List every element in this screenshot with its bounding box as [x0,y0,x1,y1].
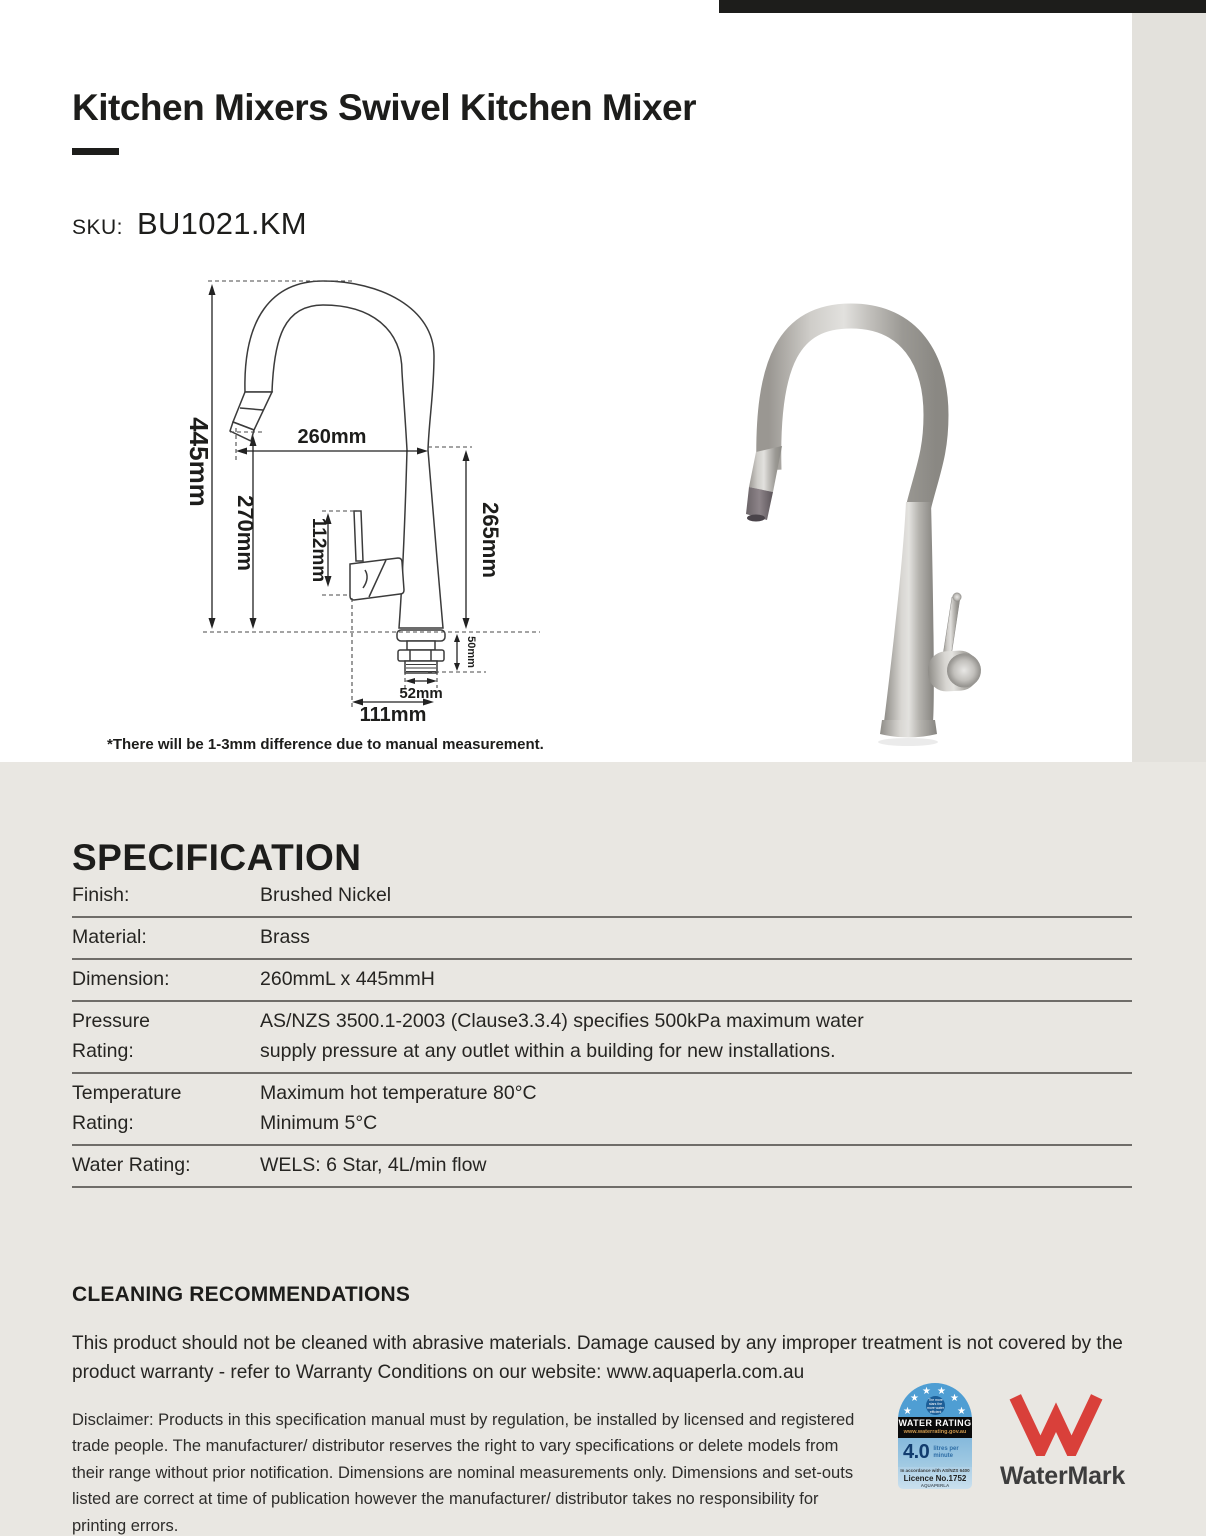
spray-head [749,446,782,492]
wels-rating-label [898,1383,972,1489]
title-underline-dash [72,148,119,155]
dim-reach: 260mm [298,426,367,448]
spray-nozzle [747,515,765,522]
faucet-body [884,502,934,722]
row-label: Rating: [72,1036,260,1066]
wels-band-title: WATER RATING [898,1417,972,1429]
row-value: 260mmL x 445mmH [260,964,1132,994]
handle-lever [943,597,960,657]
row-label: Dimension: [72,964,260,994]
watermark-label: WaterMark [1000,1462,1112,1491]
row-value: supply pressure at any outlet within a building for new installations. [260,1036,1132,1066]
row-value: Maximum hot temperature 80°C [260,1078,1132,1108]
right-margin-strip [1132,13,1206,762]
dim-base-height: 50mm [465,636,477,668]
row-value: Minimum 5°C [260,1108,1132,1138]
row-label: Material: [72,922,260,952]
table-row [72,1074,1132,1146]
row-label: Rating: [72,1108,260,1138]
row-value: Brass [260,922,1132,952]
wels-value-area [898,1438,972,1467]
star-icon: ★ [910,1394,919,1404]
wels-band [898,1417,972,1438]
wels-footer [898,1467,972,1489]
dim-base-depth: 111mm [360,704,427,726]
wels-band-url: www.waterrating.gov.au [898,1429,972,1435]
watermark-w-icon [1002,1392,1110,1456]
wels-licence: Licence No.1752 [898,1474,972,1483]
table-row [72,960,1132,1002]
table-row [72,1146,1132,1188]
table-row [72,876,1132,918]
top-accent-bar [719,0,1206,13]
specification-heading: SPECIFICATION [72,837,362,879]
star-icon: ★ [922,1387,931,1397]
star-icon: ★ [957,1407,966,1417]
dim-base-width: 52mm [399,685,442,702]
specification-table [72,876,1132,1188]
wels-unit: litres per minute [933,1446,961,1460]
star-icon: ★ [950,1394,959,1404]
sku-label: SKU: [72,216,123,240]
faucet-base [880,720,937,738]
table-row [72,918,1132,960]
dim-spout-height: 270mm [233,495,258,571]
faucet-shadow [878,738,938,746]
row-label: Water Rating: [72,1150,260,1180]
wels-brand: AQUAPERLA [898,1483,972,1489]
cleaning-heading: CLEANING RECOMMENDATIONS [72,1283,410,1307]
disclaimer-text: Disclaimer: Products in this specification manual must by regulation, be installed by licensed and registered trade people. The manufacturer/ distributor reserves the right to vary specifications or delete models from their range without prior notification. Dimensions are nominal measurements only. Dimensions and set-outs listed are correct at time of publication however the manufacturer/ distributor takes no responsibility for printing errors. [72,1407,874,1539]
sku-value: BU1021.KM [137,206,307,242]
row-label: Temperature [72,1078,260,1108]
product-photo [680,290,1100,750]
row-value: Brushed Nickel [260,880,1132,910]
technical-drawing [85,272,585,732]
wels-accordance: In accordance with AS/NZS 6400 [898,1468,972,1474]
row-label: Finish: [72,880,260,910]
star-icon: ★ [937,1387,946,1397]
watermark-logo [1000,1392,1112,1491]
row-value: WELS: 6 Star, 4L/min flow [260,1150,1132,1180]
measurement-note: *There will be 1-3mm difference due to manual measurement. [107,736,544,753]
star-icon: ★ [903,1407,912,1417]
handle-body [927,650,982,693]
dim-body-height: 265mm [478,502,503,578]
row-label: Pressure [72,1006,260,1036]
faucet-neck [769,316,936,505]
dim-total-height: 445mm [184,417,214,507]
sku-row [72,206,307,242]
row-value: AS/NZS 3500.1-2003 (Clause3.3.4) specifies 500kPa maximum water [260,1006,1132,1036]
cleaning-body: This product should not be cleaned with abrasive materials. Damage caused by any improper treatment is not covered by the product warranty - refer to Warranty Conditions on our website: www.aquaperla.com.au [72,1329,1130,1387]
faucet-outline [230,281,445,673]
dimension-labels [184,417,503,726]
wels-value: 4.0 [903,1441,929,1464]
dim-handle-height: 112mm [308,518,329,582]
table-row [72,1002,1132,1074]
lever-tip [953,593,962,602]
wels-stars-roundel: The more stars the more water efficient [926,1396,945,1415]
page-title: Kitchen Mixers Swivel Kitchen Mixer [72,87,696,129]
